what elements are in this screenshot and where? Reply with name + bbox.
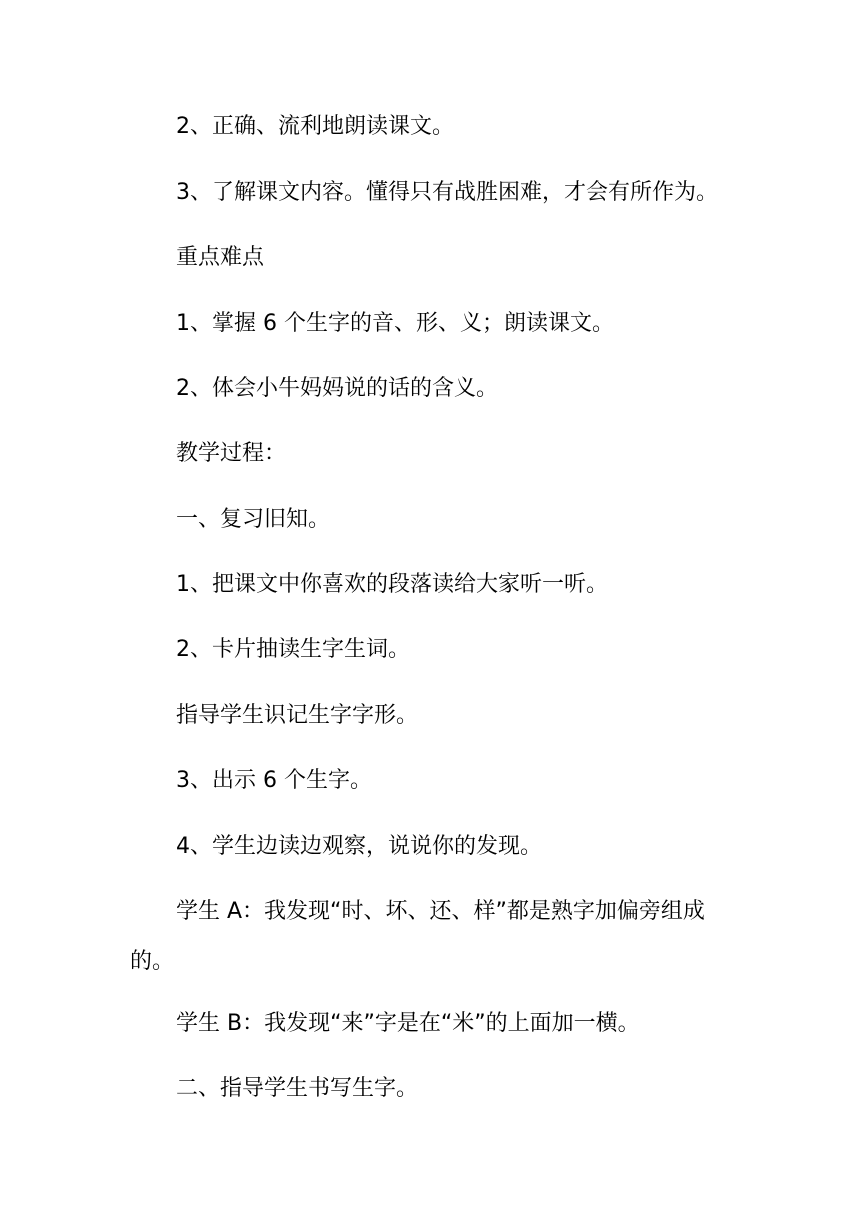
paragraph: 1、掌握 6 个生字的音、形、义；朗读课文。: [176, 311, 614, 336]
paragraph: 指导学生识记生字字形。: [176, 703, 419, 728]
paragraph: 学生 A：我发现“时、坏、还、样”都是熟字加偏旁组成的。: [130, 899, 705, 974]
paragraph: 1、把课文中你喜欢的段落读给大家听一听。: [176, 572, 608, 597]
paragraph: 二、指导学生书写生字。: [176, 1076, 419, 1101]
section-heading: 重点难点: [176, 245, 265, 270]
paragraph: 4、学生边读边观察，说说你的发现。: [176, 834, 542, 859]
paragraph: 3、了解课文内容。懂得只有战胜困难，才会有所作为。: [176, 180, 718, 205]
section-heading: 教学过程：: [176, 441, 287, 466]
paragraph: 3、出示 6 个生字。: [176, 768, 372, 793]
paragraph: 学生 B：我发现“来”字是在“米”的上面加一横。: [176, 1011, 640, 1036]
paragraph: 2、正确、流利地朗读课文。: [176, 114, 454, 139]
paragraph: 2、卡片抽读生字生词。: [176, 637, 410, 662]
paragraph: 2、体会小牛妈妈说的话的含义。: [176, 376, 498, 401]
paragraph: 一、复习旧知。: [176, 507, 331, 532]
